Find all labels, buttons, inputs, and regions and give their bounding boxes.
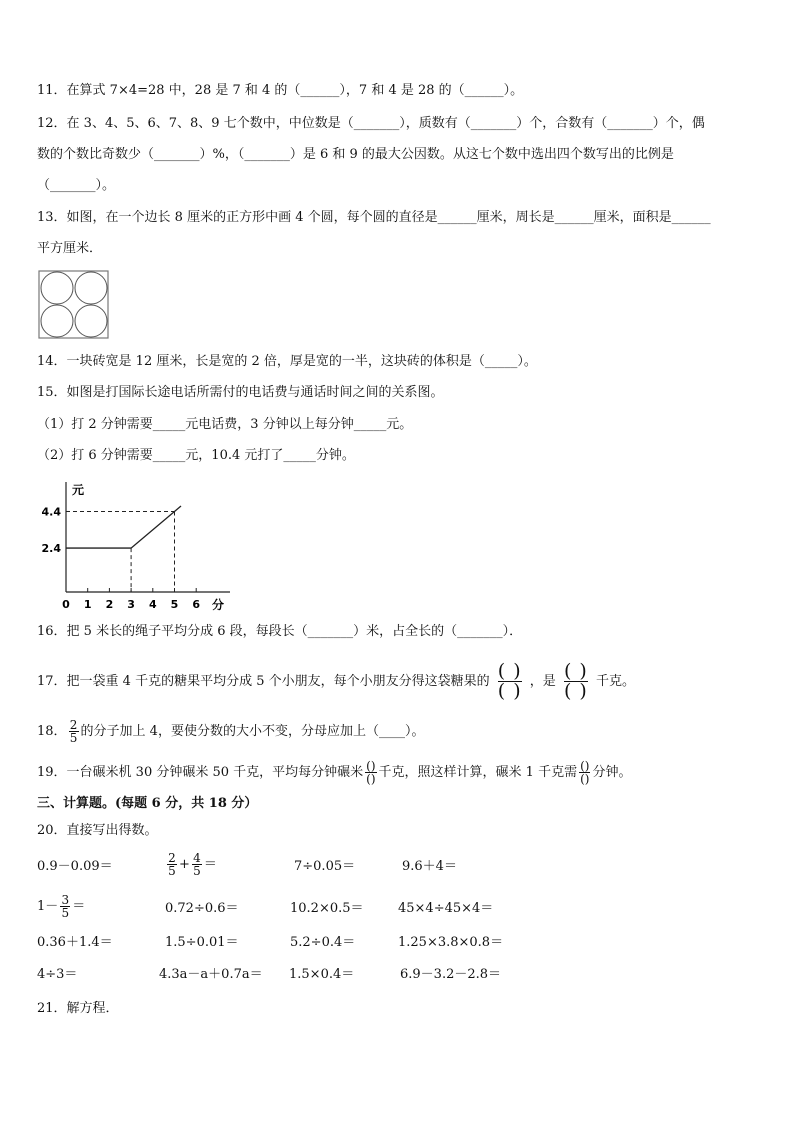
calc-r1c2: $\frac{2}{5}$ + $\frac{4}{5}$ ＝	[168, 851, 217, 878]
square-outline	[39, 271, 108, 338]
question-18-label: 18．	[37, 724, 67, 739]
calc-r1c4: 9.6＋4＝	[402, 859, 457, 874]
x-tick-label-3: 3	[127, 598, 135, 611]
calc-r2c2: 0.72÷0.6＝	[165, 901, 239, 916]
circle-top-right	[75, 272, 107, 304]
circle-bottom-right	[75, 305, 107, 337]
question-14: 14．一块砖宽是 12 厘米，长是宽的 2 倍，厚是宽的一半，这块砖的体积是（_____）。	[37, 354, 537, 369]
question-13-line1: 13．如图，在一个边长 8 厘米的正方形中画 4 个圆，每个圆的直径是______厘米，周长是______厘米，面积是______	[37, 210, 711, 225]
question-19	[37, 756, 631, 790]
question-17	[37, 662, 635, 702]
question-17-pre: 17．把一袋重 4 千克的糖果平均分成 5 个小朋友，每个小朋友分得这袋糖果的	[37, 674, 490, 689]
question-12-line2: 数的个数比奇数少（_______）%，（_______）是 6 和 9 的最大公因数。从这七个数中选出四个数写出的比例是	[37, 147, 674, 162]
question-12-line1: 12．在 3、4、5、6、7、8、9 七个数中，中位数是（_______），质数有（_______）个，合数有（_______）个，偶	[37, 116, 705, 131]
x-tick-label-1: 1	[83, 598, 92, 611]
fraction-blank-2	[564, 662, 588, 701]
calc-r2c4: 45×4÷45×4＝	[398, 901, 494, 916]
x-tick-label-0: 0	[62, 598, 70, 611]
fraction-blank-1-num: ( )	[497, 660, 522, 682]
circle-top-left	[41, 272, 73, 304]
calc-r3c3: 5.2÷0.4＝	[290, 935, 356, 950]
four-circles-figure	[38, 270, 110, 340]
fraction-blank-4: $\frac{()}{()}$	[580, 759, 590, 786]
question-15-sub1: （1）打 2 分钟需要_____元电话费，3 分钟以上每分钟_____元。	[37, 417, 413, 432]
calc-r4c4: 6.9－3.2－2.8＝	[400, 967, 502, 982]
phone-fee-chart	[30, 476, 240, 616]
fee-series-line	[66, 506, 181, 548]
question-18-text: 的分子加上 4，要使分数的大小不变，分母应加上（____）。	[80, 724, 425, 739]
calc-r4c2: 4.3a－a＋0.7a＝	[159, 967, 263, 982]
fraction-blank-2-num: ( )	[563, 660, 588, 682]
calc-r3c4: 1.25×3.8×0.8＝	[398, 935, 504, 950]
x-tick-label-2: 2	[105, 598, 114, 611]
x-tick-label-5: 5	[170, 598, 179, 611]
y-tick-label-2.4: 2.4	[41, 542, 61, 556]
calc-r3c2: 1.5÷0.01＝	[165, 935, 239, 950]
question-20: 20．直接写出得数。	[37, 823, 158, 838]
y-tick-label-4.4: 4.4	[41, 505, 61, 519]
question-13-line2: 平方厘米．	[37, 241, 103, 256]
calc-r1c1: 0.9－0.09＝	[37, 859, 113, 874]
section-3-heading: 三、计算题。(每题 6 分，共 18 分）	[37, 796, 258, 811]
question-15-intro: 15．如图是打国际长途电话所需付的电话费与通话时间之间的关系图。	[37, 385, 444, 400]
fraction-two-fifths: $\frac{2}{5}$	[69, 718, 78, 745]
question-16: 16．把 5 米长的绳子平均分成 6 段，每段长（_______）米，占全长的（_______）．	[37, 624, 523, 639]
question-19-pre: 19．一台碾米机 30 分钟碾米 50 千克，平均每分钟碾米	[37, 765, 364, 780]
calc-r3c1: 0.36＋1.4＝	[37, 935, 113, 950]
fraction-blank-3: $\frac{()}{()}$	[366, 759, 376, 786]
question-19-post: 分钟。	[592, 765, 632, 780]
y-axis-label: 元	[72, 483, 85, 497]
question-18	[37, 716, 424, 748]
calc-r2c3: 10.2×0.5＝	[290, 901, 364, 916]
calc-r4c1: 4÷3＝	[37, 967, 78, 982]
question-21: 21．解方程．	[37, 1001, 119, 1016]
question-17-post: 千克。	[595, 674, 635, 689]
fraction-blank-1-den: ( )	[497, 680, 522, 702]
question-12-line3: （_______）。	[37, 178, 116, 193]
x-tick-label-4: 4	[148, 598, 157, 611]
calc-r4c3: 1.5×0.4＝	[289, 967, 355, 982]
x-axis-label: 分	[212, 598, 225, 612]
question-15-sub2: （2）打 6 分钟需要_____元，10.4 元打了_____分钟。	[37, 448, 355, 463]
x-tick-label-6: 6	[192, 598, 201, 611]
fraction-blank-2-den: ( )	[563, 680, 588, 702]
fraction-blank-1	[498, 662, 522, 701]
calc-r2c1: 1－ $\frac{3}{5}$ ＝	[37, 893, 86, 920]
question-11: 11．在算式 7×4=28 中，28 是 7 和 4 的（______），7 和 4 是 28 的（______）。	[37, 83, 524, 98]
circle-bottom-left	[41, 305, 73, 337]
question-17-mid: ，是	[529, 674, 556, 689]
question-19-mid: 千克，照这样计算，碾米 1 千克需	[378, 765, 578, 780]
calc-r1c3: 7÷0.05＝	[294, 859, 356, 874]
